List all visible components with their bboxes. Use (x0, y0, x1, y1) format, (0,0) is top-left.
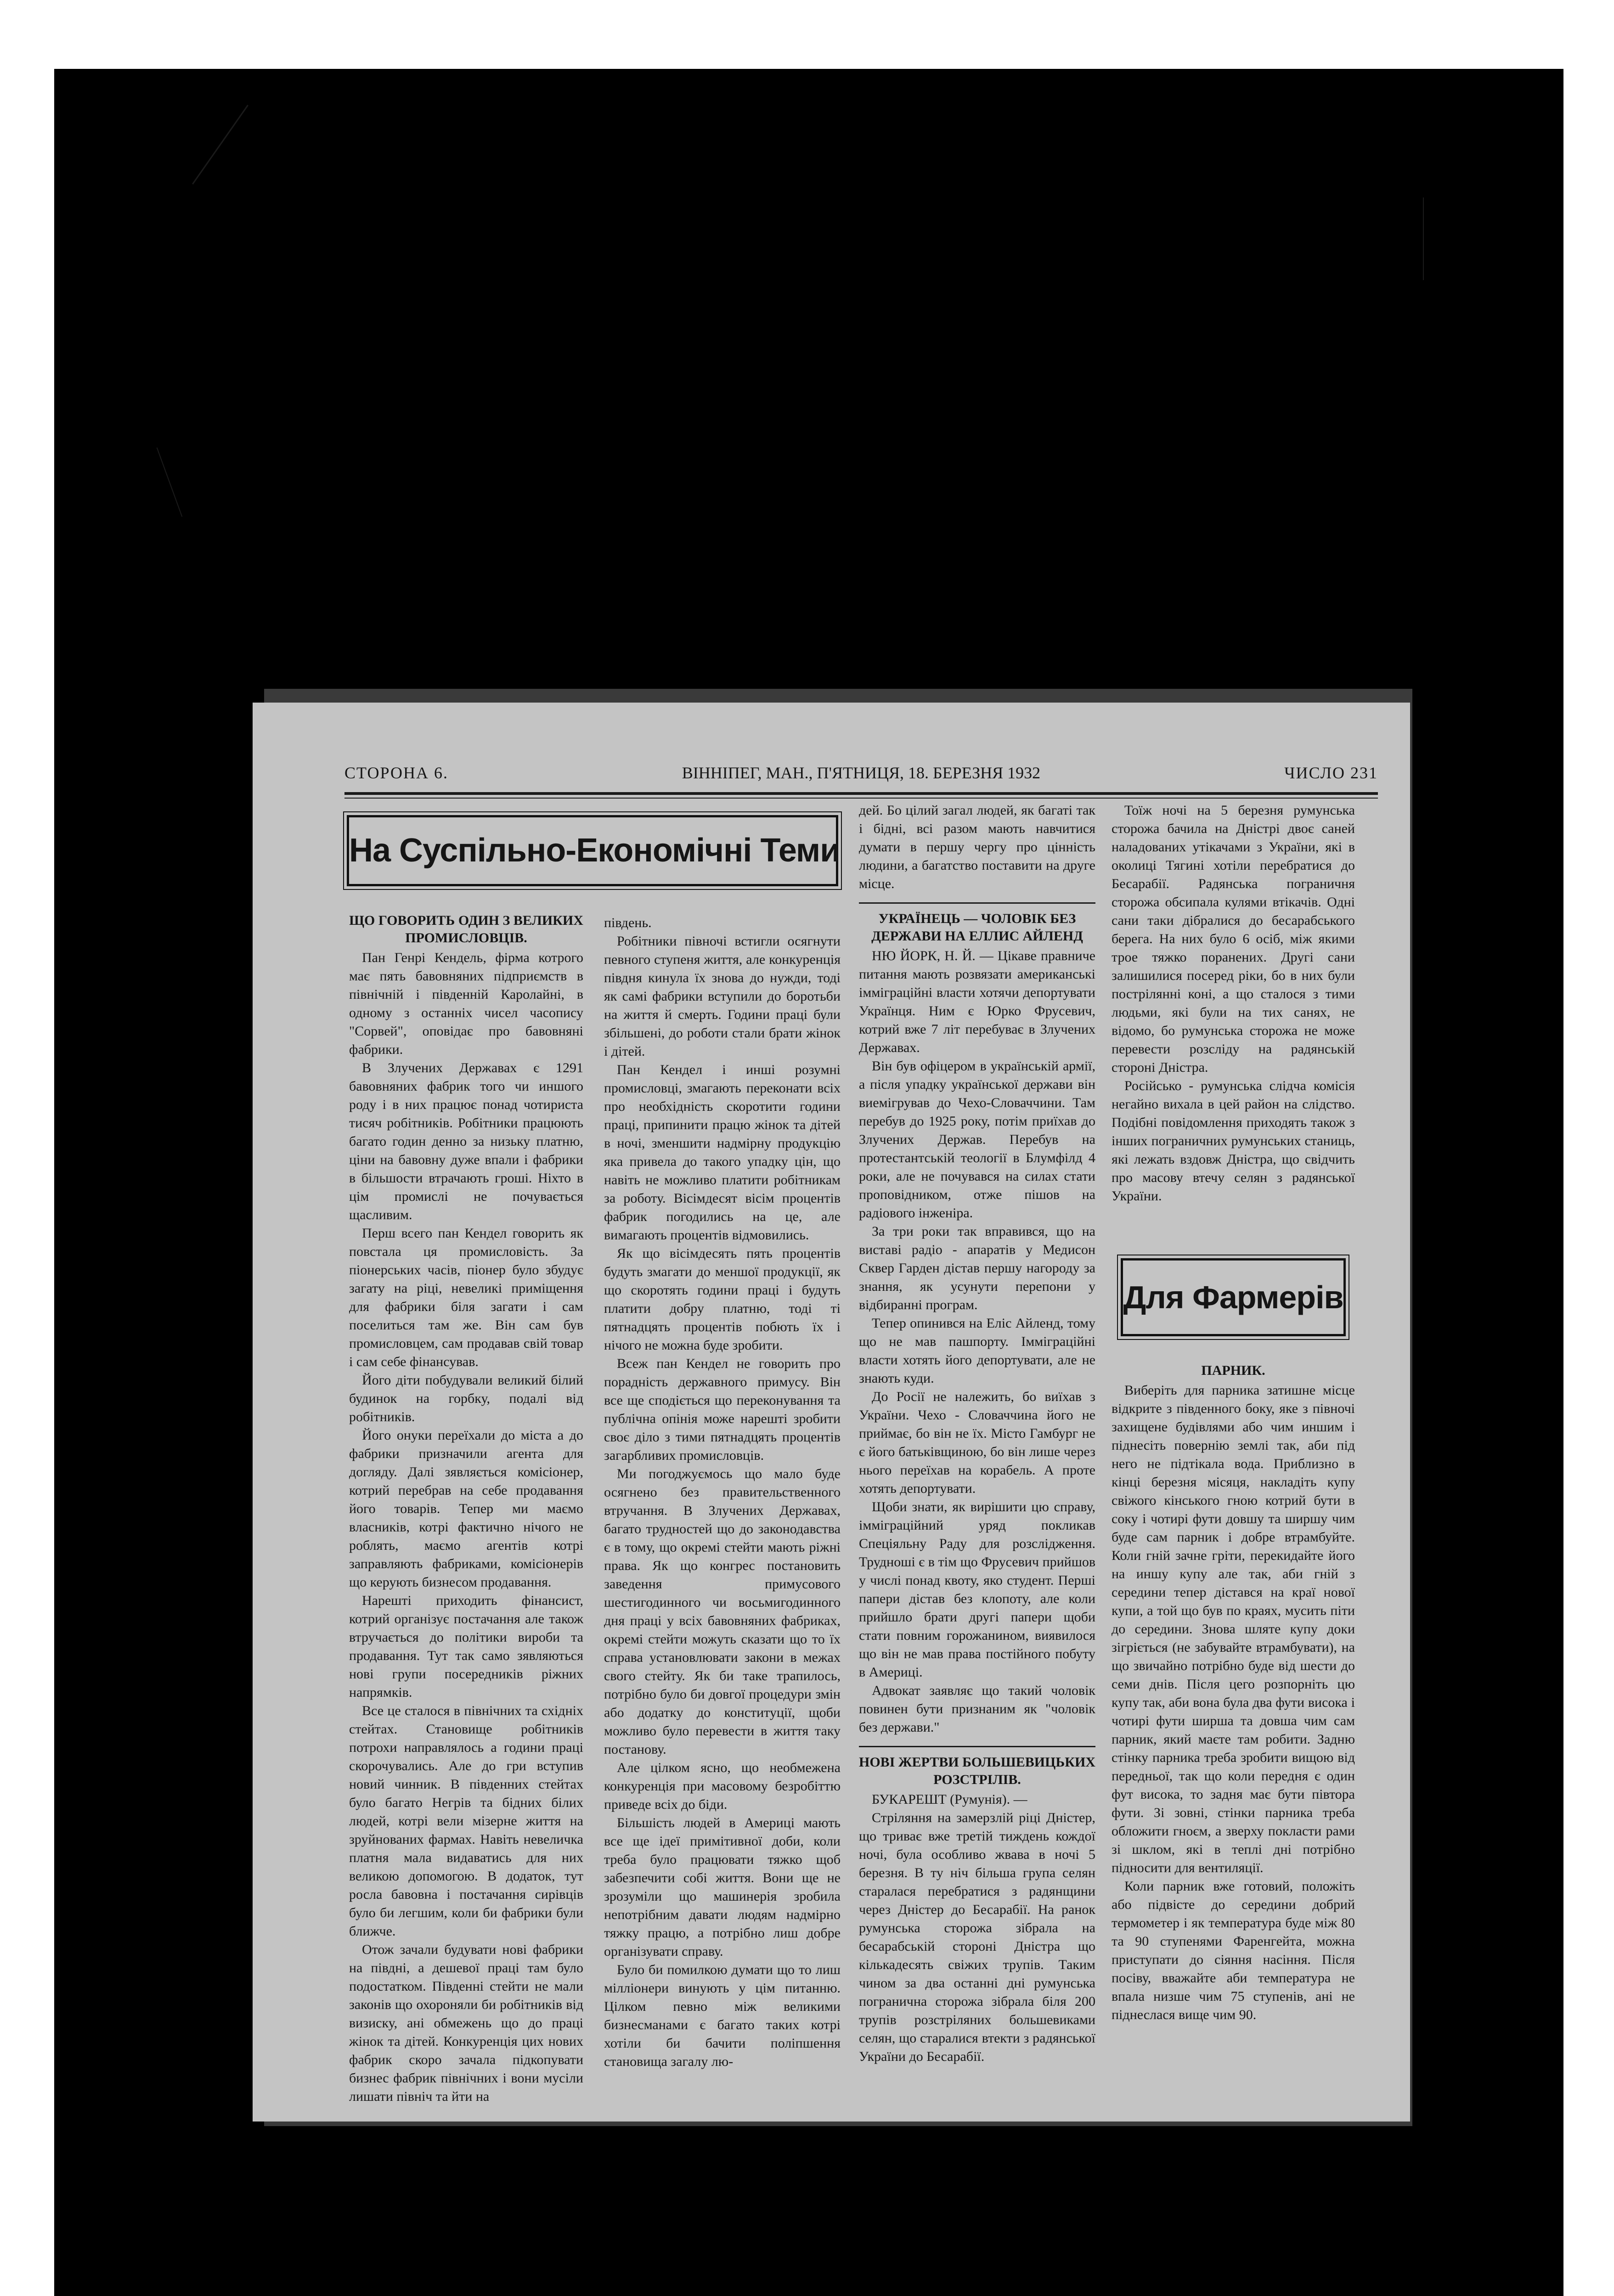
newspaper-page (253, 703, 1410, 2122)
paragraph: Перш всего пан Кендел говорить як повстала ця промисловість. За піонерських часів, піонер було збудує загату на ріці, невеликі приміщення для фабрики біля загати і сам поселиться там же. Він сам був промисловцем, сам продавав свій товар і сам себе фінансував. (349, 1226, 583, 1369)
column-3 (859, 801, 1095, 2066)
paragraph: Всеж пан Кендел не говорить про порадність державного примусу. Він все ще сподіється що переконування та публічна опінія може нарешті зробити своє діло з тими пятнадцять процентів загарбливих промисловців. (604, 1356, 841, 1463)
column-4 (1112, 801, 1355, 1205)
paragraph: Як що вісімдесять пять процентів будуть змагати до меншої продукції, як що скоротять години праці і будуть платити добру платню, тоді ті пятнадцять процентів побють їх і нічого не можна буде зробити. (604, 1246, 841, 1353)
paragraph: Більшість людей в Америці мають все ще ідеї примітивної доби, коли треба було працювати тяжко щоб забезпечити собі життя. Вони ще не зрозуміли що машинерія зробила непотрібним давати людям надмірно тяжку працю, а потрібно лиш добре організувати справу. (604, 1815, 841, 1959)
headline-ukrainian: УКРАЇНЕЦЬ — ЧОЛОВІК БЕЗ ДЕРЖАВИ НА ЕЛЛИС АЙЛЕНД (859, 902, 1095, 945)
column-2 (604, 914, 841, 2071)
paragraph: Все це сталося в північних та східніх стейтах. Становище робітників потрохи направлялось а години праці скорочувались. Але до гри вступив новий чинник. В південних стейтах було багато Негрів та бідних білих людей, котрі вели мізерне життя на зруйнованих фармах. Навіть невеличка платня мала видаватись для них великою допомогою. В додаток, тут росла бавовна і постачання сирівців було би легшим, коли би фабрики були ближче. (349, 1703, 583, 1939)
page-header (344, 763, 1378, 788)
column-1 (349, 909, 583, 2106)
page-number: СТОРОНА 6. (344, 764, 448, 782)
paragraph: Адвокат заявляє що такий чоловік повинен бути признаним як "чоловік без держави." (859, 1683, 1095, 1735)
header-rule (344, 792, 1378, 795)
paragraph: Стріляння на замерзлій ріці Дністер, що триває вже третій тиждень кождої ночі, була особливо жвава в ночі 5 березня. В ту ніч більша група селян старалася перебратися з радянщини через Дністер до Бесарабії. На ранок румунська сторожа зібрала на бесарабській стороні Дністра що кількадесять свіжих трупів. Таким чином за два останні дні румунська погранична сторожа зібрала біля 200 трупів розстріляних большевиками селян, що старалися втекти з радянської України до Бесарабії. (859, 1810, 1095, 2064)
paragraph: Він був офіцером в українській армії, а після упадку української держави він виемігрував до Чехо-Словаччини. Там перебув до 1925 року, потім приїхав до Злучених Держав. Перебув на протестантській теології в Блумфілд 4 роки, але не почувався на силах стати проповідником, отже пішов на радіового інженіра. (859, 1058, 1095, 1221)
headline-parnyk: ПАРНИК. (1201, 1363, 1265, 1378)
film-scratch (157, 447, 183, 517)
paragraph: Тепер опинився на Еліс Айленд, тому що не мав пашпорту. Імміграційні власти хотять його депортувати, але не знають куди. (859, 1316, 1095, 1386)
headline-bolshevik: НОВІ ЖЕРТВИ БОЛЬШЕВИЦЬКИХ РОЗСТРІЛІВ. (859, 1746, 1095, 1789)
paragraph: Отож зачали будувати нові фабрики на півдні, а дешевої праці там було подостатком. Південні стейти не мали законів що охороняли би робітників від визиску, ані обмежень що до праці жінок та дітей. Конкуренція цих нових фабрик скоро зачала підкопувати бизнес фабрик північних і вони мусіли лишати північ та йти на (349, 1942, 583, 2104)
paragraph: Було би помилкою думати що то лиш мілліонери винують у цім питанню. Цілком певно між великими бизнесманами є багато таких котрі хотіли би бачити поліпшення становища загалу лю- (604, 1962, 841, 2069)
headline-industrialist: ЩО ГОВОРИТЬ ОДИН З ВЕЛИКИХ ПРОМИСЛОВЦІВ. (349, 913, 583, 945)
paragraph: Російсько - румунська слідча комісія негайно вихала в цей район на слідство. Подібні повідомлення приходять також з інших пограничних румунських станиць, які лежать вздовж Дністра, що свідчить про масову втечу селян з радянської України. (1112, 1078, 1355, 1204)
paragraph: Його діти побудували великий білий будинок на горбку, подалі від робітників. (349, 1373, 583, 1424)
paragraph: Пан Кендел і инші розумні промисловці, змагають переконати всіх про необхідність скоротити години праці, припинити працю жінок та дітей в ночі, зменшити надмірну продукцію яка привела до такого упадку цін, що навіть не можливо платити робітникам за роботу. Вісімдесят вісім процентів фабрик погодились на це, але вимагають процентів відмовились. (604, 1062, 841, 1243)
paragraph: За три роки так вправився, що на виставі радіо - апаратів у Медисон Сквер Гарден дістав першу нагороду за знання, як усунути перепони у відбиранні програм. (859, 1224, 1095, 1312)
paragraph: Щоби знати, як вирішити цю справу, імміграційний уряд покликав Спеціяльну Раду для розслідження. Трудноші є в тім що Фрусевич прийшов у числі понад квоту, яко студент. Перші папери дістав без клопоту, але коли прийшло брати другі папери щоби стати повним горожанином, виявилося що він не мав права постійного побуту в Америці. (859, 1499, 1095, 1680)
issue-number: ЧИСЛО 231 (1284, 764, 1378, 782)
column-4-farmers (1112, 1359, 1355, 2024)
paragraph: До Росії не належить, бо виїхав з України. Чехо - Словаччина його не приймає, бо він не їх. Місто Гамбург не є його батьківщиною, бо він лише через нього переїхав на корабель. А проте хотять депортувати. (859, 1389, 1095, 1496)
section-title-economy: На Суспільно-Економічні Теми (347, 815, 838, 886)
paragraph: Коли парник вже готовий, положіть або підвісте до середини добрий термометер і як температура буде між 80 та 90 ступенями Фаренгейта, можна приступати до сіяння насіння. Після посіву, вважайте аби температура не впала низше чим 75 ступенів, ані не піднеслася вище чим 90. (1112, 1879, 1355, 2022)
paragraph: Пан Генрі Кендель, фірма котрого має пять бавовняних підприємств в північній і південній Каролайні, в одному з останніх чисел часопису "Сорвей", оповідає про бавовняні фабрики. (349, 950, 583, 1057)
dateline-bukarest: БУКАРЕШТ (Румунія). — (872, 1792, 1027, 1807)
dateline: ВІННІПЕГ, МАН., П'ЯТНИЦЯ, 18. БЕРЕЗНЯ 1932 (682, 764, 1041, 782)
paragraph: південь. (604, 915, 652, 930)
paragraph: Робітники півночі встигли осягнути певного ступеня життя, але конкуренція півдня кинула їх знова до нужди, тоді як самі фабрики вступили до боротьби на життя й смерть. Години праці були збільшені, до роботи стали брати жінок і дітей. (604, 934, 841, 1059)
film-scratch (1423, 197, 1424, 280)
paragraph: Виберіть для парника затишне місце відкрите з південного боку, яке з півночі захищене будівлями або чим иншим і піднесіть повернію землі так, аби під него не підтікала вода. Приблизно в кінці березня місяця, накладіть купу свіжого кінського гною котрий бути в соку і чотирі фути довшу та ширшу чим буде сам парник і добре втрамбуйте. Коли гній зачне гріти, перекидайте його на иншу купу але так, аби гній з середини тепер дістався на краї нової купи, а той що був по краях, мусить піти до середини. Знова шляте купу доки зігріється (не забувайте втрамбувати), на що звичайно потрібно буде від шести до семи днів. Після цего розпорніть цю купу так, аби вона була два фути висока і чотирі фути ширша та довша чим сам парник, який маєте там робити. Задню стінку парника треба зробити вищою від передньої, так що коли передня є один фут висока, то задня має бути півтора фути. Зі зовні, стінки парника треба обложити гноєм, а зверху покласти рами зі шклом, які в теплі дні потрібно підносити для вентиляції. (1112, 1383, 1355, 1875)
paragraph: Тоїж ночі на 5 березня румунська сторожа бачила на Дністрі двоє саней наладованих утікачами з України, які в околиці Тягині хотіли перебратися до Бесарабії. Радянська пограничня сторожа обсипала кулями втікачів. Одні сани таки дібралися до бесарабського берега. На них було 6 осіб, між якими трое тяжко поранених. Другі сани залишилися посеред ріки, бо в них були пострілянні коні, а що сталося з тими людьми, які були на тих санях, не відомо, бо румунська сторожа не може перевести розсліду на радянській стороні Дністра. (1112, 803, 1355, 1075)
paragraph: Ми погоджуємось що мало буде осягнено без правительственного втручання. В Злучених Державах, багато трудностей що до законодавства є в тому, що окремі стейти мають ріжні права. Як що конгрес постановить заведення примусового шестигодинного чи восьмигодинного дня праці у всіх бавовняних фабриках, окремі стейти можуть сказати що то їх справа установлювати закони в межах свого стейту. Як би таке трапилось, потрібно було би довгої процедури змін або додатку до конституції, щоби можливо було перевести в життя таку постанову. (604, 1466, 841, 1757)
paragraph: Нарешті приходить фінансист, котрий організує постачання але також втручається до політики вироби та продавання. Тут так само зявляються нові групи посередників ріжних напрямків. (349, 1593, 583, 1700)
paragraph: дей. Бо цілий загал людей, як багаті так і бідні, всі разом мають навчитися думати в першу чергу про цінність людини, а багатство поставити на друге місце. (859, 803, 1095, 891)
section-title-farmers: Для Фармерів (1121, 1258, 1346, 1336)
paragraph: В Злучених Державах є 1291 бавовняних фабрик того чи иншого роду і в них працює понад чотириста тисяч робітників. Робітники працюють багато годин денно за низьку платню, ціни на бавовну дуже впали і фабрики в більшости втрачають гроші. Ніхто в цім промислі не почувається щасливим. (349, 1060, 583, 1222)
paragraph: НЮ ЙОРК, Н. Й. — Цікаве правниче питання мають розвязати американські імміграційні власти хотячи депортувати Українця. Ним є Юрко Фрусевич, котрий вже 7 літ перебуває в Злучених Державах. (859, 948, 1095, 1055)
film-scratch (192, 105, 248, 185)
header-rule-thin (344, 798, 1378, 799)
paragraph: Але цілком ясно, що необмежена конкуренція при масовому безробіттю приведе всіх до біди. (604, 1760, 841, 1812)
paragraph: Його онуки переїхали до міста а до фабрики призначили агента для догляду. Далі зявляється комісіонер, котрий перебрав на себе продавання його товарів. Тепер ми маємо власників, котрі фактично нічого не роблять, маємо агентів котрі заправляють фабриками, комісіонерів що керують бизнесом продавання. (349, 1428, 583, 1590)
